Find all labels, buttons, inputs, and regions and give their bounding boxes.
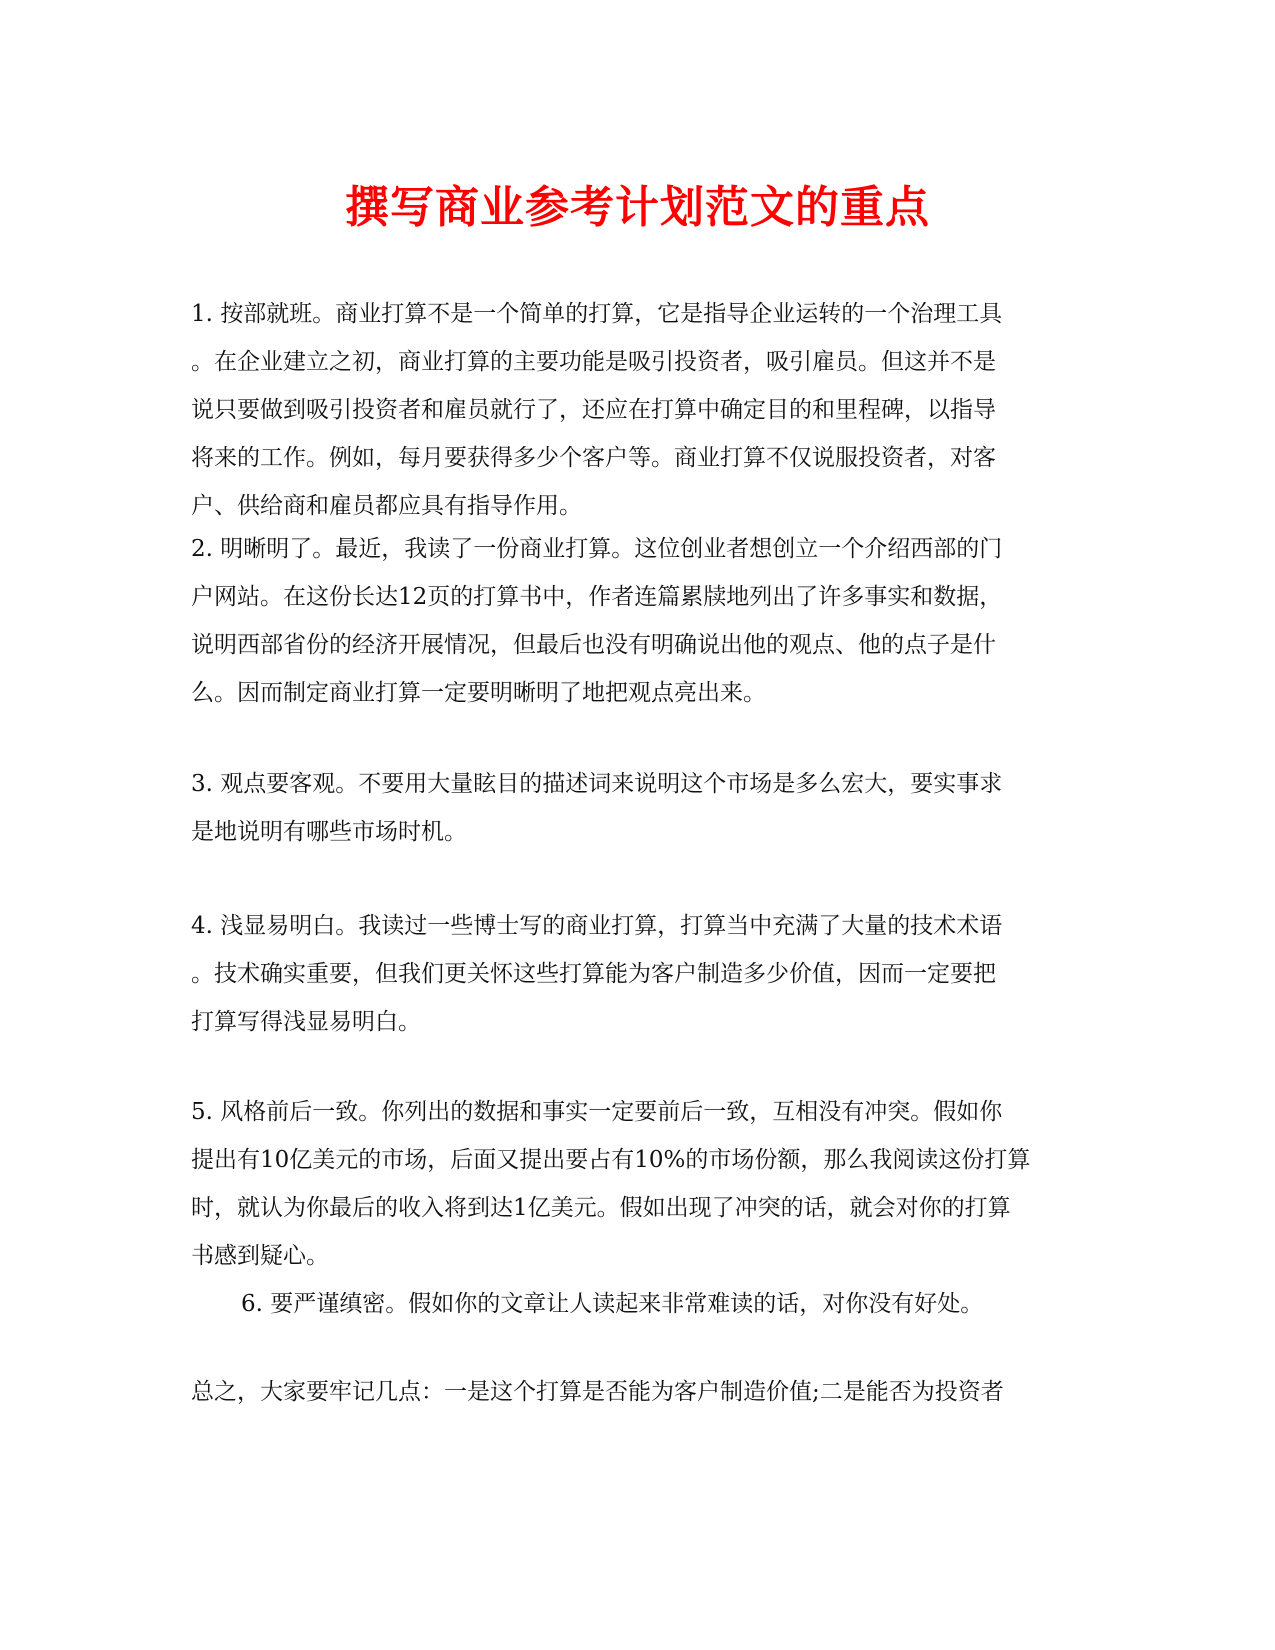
text-line: 说只要做到吸引投资者和雇员就行了，还应在打算中确定目的和里程碑，以指导 (191, 397, 996, 423)
text-line: 3. 观点要客观。不要用大量眩目的描述词来说明这个市场是多么宏大，要实事求 (191, 771, 1003, 797)
paragraph-1 (191, 290, 1081, 530)
text-line: 时，就认为你最后的收入将到达1亿美元。假如出现了冲突的话，就会对你的打算 (191, 1195, 1011, 1221)
document-title: 撰写商业参考计划范文的重点 (345, 182, 930, 233)
summary-paragraph (191, 1368, 1081, 1416)
text-line: 户、供给商和雇员都应具有指导作用。 (191, 493, 582, 519)
text-line: 说明西部省份的经济开展情况，但最后也没有明确说出他的观点、他的点子是什 (191, 632, 996, 658)
text-line: 2. 明晰明了。最近，我读了一份商业打算。这位创业者想创立一个介绍西部的门 (191, 536, 1003, 562)
text-line: 打算写得浅显易明白。 (191, 1009, 421, 1035)
text-line: 书感到疑心。 (191, 1243, 329, 1269)
text-line: 4. 浅显易明白。我读过一些博士写的商业打算，打算当中充满了大量的技术术语 (191, 913, 1003, 939)
text-line: 户网站。在这份长达12页的打算书中，作者连篇累牍地列出了许多事实和数据， (191, 584, 1003, 610)
text-line: 提出有10亿美元的市场，后面又提出要占有10%的市场份额，那么我阅读这份打算 (191, 1147, 1031, 1173)
text-line: 1. 按部就班。商业打算不是一个简单的打算，它是指导企业运转的一个治理工具 (191, 301, 1003, 327)
text-line: 6. 要严谨缜密。假如你的文章让人读起来非常难读的话，对你没有好处。 (241, 1291, 984, 1317)
text-line: 将来的工作。例如，每月要获得多少个客户等。商业打算不仅说服投资者，对客 (191, 445, 996, 471)
paragraph-5 (191, 1088, 1081, 1328)
text-line: 。技术确实重要，但我们更关怀这些打算能为客户制造多少价值，因而一定要把 (191, 961, 996, 987)
paragraph-3 (191, 760, 1081, 856)
text-line: 是地说明有哪些市场时机。 (191, 819, 467, 845)
paragraph-4 (191, 902, 1081, 1046)
text-line: 总之，大家要牢记几点：一是这个打算是否能为客户制造价值;二是能否为投资者 (191, 1379, 1004, 1405)
text-line: 。在企业建立之初，商业打算的主要功能是吸引投资者，吸引雇员。但这并不是 (191, 349, 996, 375)
text-line: 5. 风格前后一致。你列出的数据和事实一定要前后一致，互相没有冲突。假如你 (191, 1099, 1003, 1125)
text-line: 么。因而制定商业打算一定要明晰明了地把观点亮出来。 (191, 680, 766, 706)
paragraph-2 (191, 525, 1081, 717)
